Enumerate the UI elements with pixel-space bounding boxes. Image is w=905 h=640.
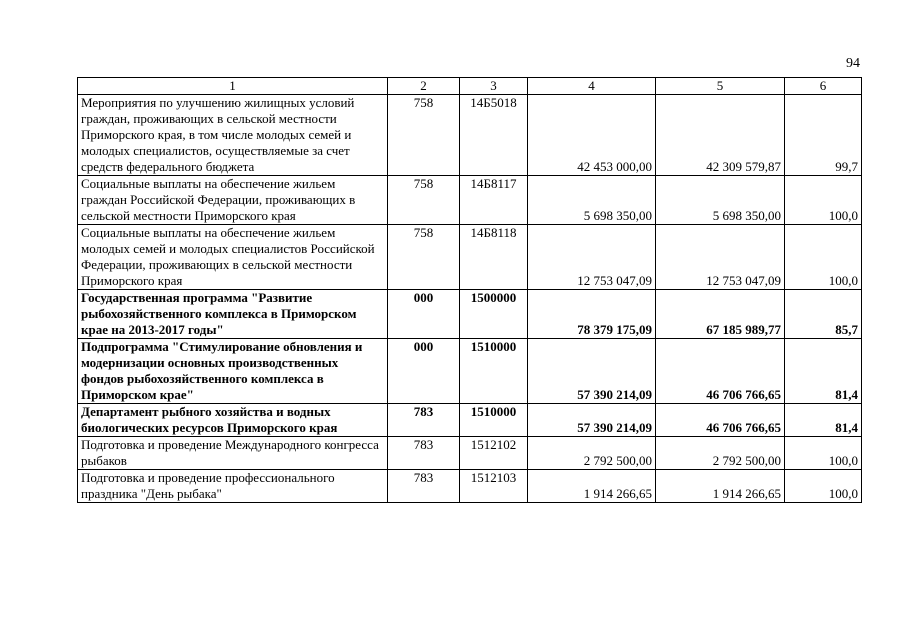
table-row — [78, 470, 862, 503]
executed-cell: 42 309 579,87 — [656, 95, 785, 176]
percent-cell: 99,7 — [785, 95, 862, 176]
executed-cell: 46 706 766,65 — [656, 339, 785, 404]
target-code-cell: 1512102 — [460, 437, 528, 470]
amount-cell: 57 390 214,09 — [528, 339, 656, 404]
percent-cell: 100,0 — [785, 470, 862, 503]
column-header: 4 — [528, 78, 656, 95]
table-row — [78, 437, 862, 470]
amount-cell: 2 792 500,00 — [528, 437, 656, 470]
target-code-cell: 14Б8117 — [460, 176, 528, 225]
executed-cell: 67 185 989,77 — [656, 290, 785, 339]
column-header: 1 — [78, 78, 388, 95]
column-header: 6 — [785, 78, 862, 95]
amount-cell: 42 453 000,00 — [528, 95, 656, 176]
executed-cell: 12 753 047,09 — [656, 225, 785, 290]
amount-cell: 1 914 266,65 — [528, 470, 656, 503]
table-row — [78, 95, 862, 176]
department-code-cell: 783 — [388, 404, 460, 437]
executed-cell: 46 706 766,65 — [656, 404, 785, 437]
item-name-cell: Подготовка и проведение профессионального праздника "День рыбака" — [78, 470, 388, 503]
department-code-cell: 758 — [388, 225, 460, 290]
target-code-cell: 1500000 — [460, 290, 528, 339]
department-code-cell: 758 — [388, 95, 460, 176]
department-code-cell: 000 — [388, 290, 460, 339]
amount-cell: 5 698 350,00 — [528, 176, 656, 225]
amount-cell: 78 379 175,09 — [528, 290, 656, 339]
executed-cell: 5 698 350,00 — [656, 176, 785, 225]
percent-cell: 100,0 — [785, 176, 862, 225]
amount-cell: 12 753 047,09 — [528, 225, 656, 290]
table-header-row — [78, 78, 862, 95]
percent-cell: 100,0 — [785, 225, 862, 290]
executed-cell: 1 914 266,65 — [656, 470, 785, 503]
department-code-cell: 783 — [388, 437, 460, 470]
target-code-cell: 14Б5018 — [460, 95, 528, 176]
page-number: 94 — [846, 56, 860, 71]
department-code-cell: 000 — [388, 339, 460, 404]
budget-table — [77, 77, 862, 503]
percent-cell: 85,7 — [785, 290, 862, 339]
item-name-cell: Подготовка и проведение Международного конгресса рыбаков — [78, 437, 388, 470]
item-name-cell: Государственная программа "Развитие рыбохозяйственного комплекса в Приморском крае на 2013-2017 годы" — [78, 290, 388, 339]
percent-cell: 81,4 — [785, 404, 862, 437]
amount-cell: 57 390 214,09 — [528, 404, 656, 437]
department-code-cell: 783 — [388, 470, 460, 503]
item-name-cell: Социальные выплаты на обеспечение жильем молодых семей и молодых специалистов Российской Федерации, проживающих в сельской местности Приморского края — [78, 225, 388, 290]
column-header: 2 — [388, 78, 460, 95]
executed-cell: 2 792 500,00 — [656, 437, 785, 470]
department-code-cell: 758 — [388, 176, 460, 225]
target-code-cell: 1510000 — [460, 404, 528, 437]
item-name-cell: Социальные выплаты на обеспечение жильем граждан Российской Федерации, проживающих в сельской местности Приморского края — [78, 176, 388, 225]
item-name-cell: Мероприятия по улучшению жилищных условий граждан, проживающих в сельской местности Приморского края, в том числе молодых семей и молодых специалистов, осуществляемые за счет средств федерального бюджета — [78, 95, 388, 176]
table-row — [78, 290, 862, 339]
table-row — [78, 339, 862, 404]
target-code-cell: 1512103 — [460, 470, 528, 503]
table-row — [78, 176, 862, 225]
target-code-cell: 14Б8118 — [460, 225, 528, 290]
item-name-cell: Подпрограмма "Стимулирование обновления и модернизации основных производственных фондов рыбохозяйственного комплекса в Приморском крае" — [78, 339, 388, 404]
percent-cell: 81,4 — [785, 339, 862, 404]
percent-cell: 100,0 — [785, 437, 862, 470]
item-name-cell: Департамент рыбного хозяйства и водных биологических ресурсов Приморского края — [78, 404, 388, 437]
column-header: 3 — [460, 78, 528, 95]
column-header: 5 — [656, 78, 785, 95]
table-row — [78, 404, 862, 437]
target-code-cell: 1510000 — [460, 339, 528, 404]
table-row — [78, 225, 862, 290]
